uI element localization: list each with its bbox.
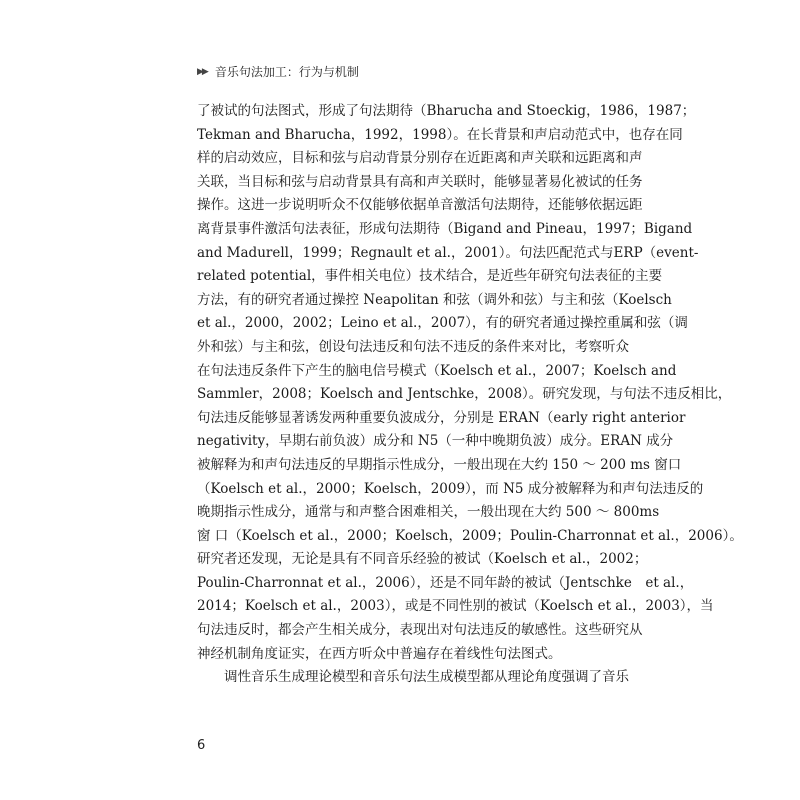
text-line: 句法违反时，都会产生相关成分，表现出对句法违反的敏感性。这些研究从	[197, 622, 643, 639]
text-line: negativity，早期右前负波）成分和 N5（一种中晚期负波）成分。ERAN 成分	[197, 433, 674, 450]
text-line: 2014；Koelsch et al.，2003），或是不同性别的被试（Koelsch et al.，2003），当	[197, 598, 714, 615]
text-line: 晚期指示性成分，通常与和声整合困难相关，一般出现在大约 500 ～ 800ms	[197, 504, 660, 521]
paragraph-1	[197, 100, 743, 666]
text-line: Sammler，2008；Koelsch and Jentschke，2008）。研究发现，与句法不违反相比，	[197, 386, 732, 403]
text-line: 操作。这进一步说明听众不仅能够依据单音激活句法期待，还能够依据远距	[197, 197, 643, 214]
text-line: 关联，当目标和弦与启动背景具有高和声关联时，能够显著易化被试的任务	[197, 173, 643, 190]
text-line: 神经机制角度证实，在西方听众中普遍存在着线性句法图式。	[197, 645, 562, 662]
text-line: （Koelsch et al.，2000；Koelsch，2009），而 N5 成分被解释为和声句法违反的	[197, 480, 704, 497]
text-line: 样的启动效应，目标和弦与启动背景分别存在近距离和声关联和远距离和声	[197, 150, 643, 167]
running-header	[197, 63, 359, 80]
text-line: related potential，事件相关电位）技术结合，是近些年研究句法表征的主要	[197, 268, 663, 285]
text-line: 外和弦）与主和弦，创设句法违反和句法不违反的条件来对比，考察听众	[197, 338, 629, 355]
chapter-title: 音乐句法加工：行为与机制	[214, 65, 359, 79]
text-line: 离背景事件激活句法表征，形成句法期待（Bigand and Pineau，1997；Bigand	[197, 220, 693, 237]
double-arrow-icon: ▶▶	[197, 66, 207, 77]
text-line: et al.，2000，2002；Leino et al.，2007），有的研究者通过操控重属和弦（调	[197, 315, 688, 332]
paragraph-2	[197, 666, 629, 690]
text-line: 窗 口（Koelsch et al.，2000；Koelsch，2009；Poulin-Charronnat et al.，2006）。	[197, 527, 743, 544]
text-line: 了被试的句法图式，形成了句法期待（Bharucha and Stoeckig，1986，1987；	[197, 103, 696, 119]
text-line: Tekman and Bharucha，1992，1998）。在长背景和声启动范式中，也存在同	[197, 126, 683, 143]
text-line: 调性音乐生成理论模型和音乐句法生成模型都从理论角度强调了音乐	[224, 669, 629, 686]
page-number: 6	[197, 738, 206, 753]
text-line: 被解释为和声句法违反的早期指示性成分，一般出现在大约 150 ～ 200 ms 窗口	[197, 456, 682, 473]
text-line: 研究者还发现，无论是具有不同音乐经验的被试（Koelsch et al.，2002；	[197, 551, 648, 568]
text-line: 在句法违反条件下产生的脑电信号模式（Koelsch et al.，2007；Koelsch and	[197, 362, 677, 379]
text-line: 句法违反能够显著诱发两种重要负波成分，分别是 ERAN（early right anterior	[197, 409, 686, 426]
text-line: 方法，有的研究者通过操控 Neapolitan 和弦（调外和弦）与主和弦（Koelsch	[197, 291, 672, 308]
text-line: Poulin-Charronnat et al.，2006），还是不同年龄的被试（Jentschke et al.，	[197, 574, 694, 591]
body-text	[197, 100, 743, 690]
text-line: and Madurell，1999；Regnault et al.，2001）。句法匹配范式与ERP（event-	[197, 244, 699, 261]
